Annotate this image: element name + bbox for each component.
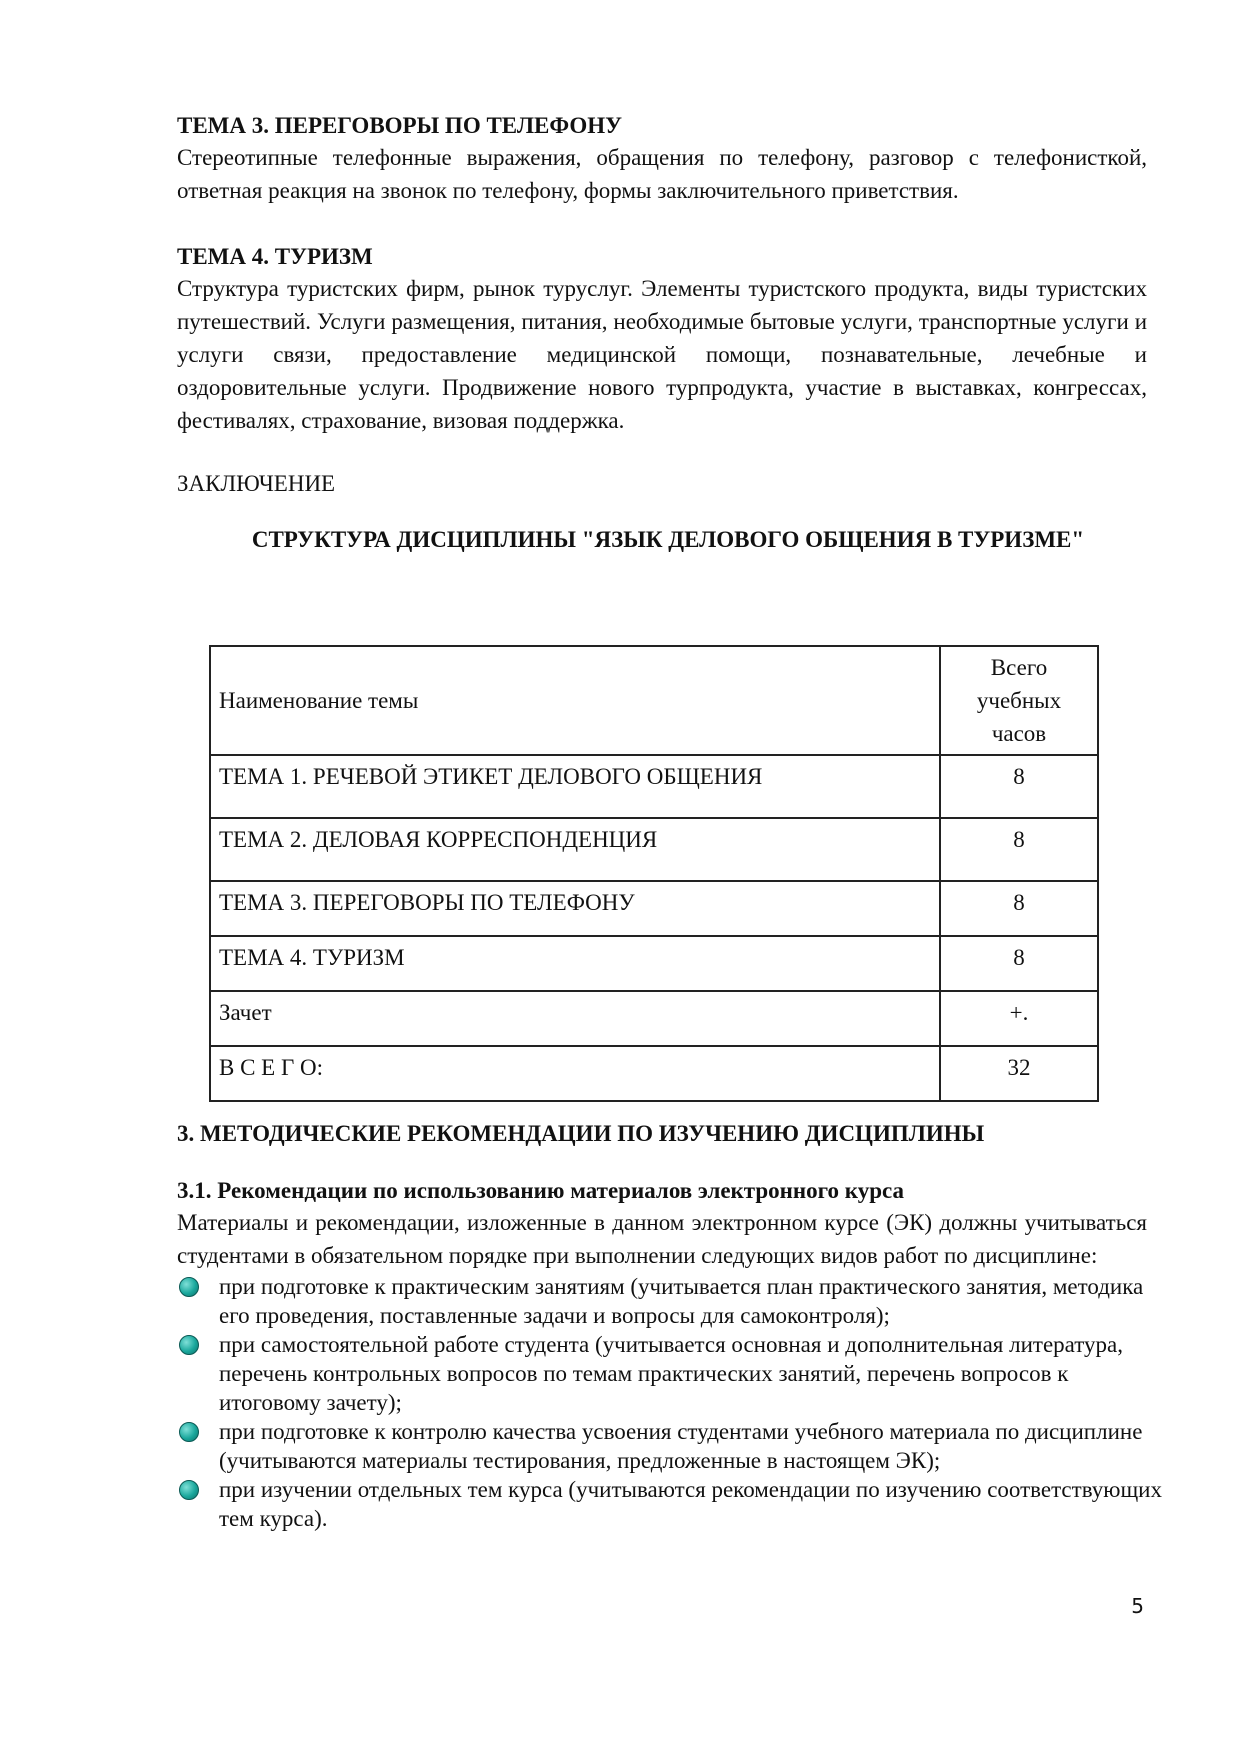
row-name: ТЕМА 2. ДЕЛОВАЯ КОРРЕСПОНДЕНЦИЯ	[210, 818, 940, 881]
table-row	[210, 936, 1098, 991]
header-hours-cell: Всего учебных часов	[940, 646, 1098, 755]
row-name: ТЕМА 4. ТУРИЗМ	[210, 936, 940, 991]
structure-title: СТРУКТУРА ДИСЦИПЛИНЫ "ЯЗЫК ДЕЛОВОГО ОБЩЕНИЯ В ТУРИЗМЕ"	[251, 527, 1085, 552]
bullet-icon	[179, 1422, 199, 1442]
section3-title: 3. МЕТОДИЧЕСКИЕ РЕКОМЕНДАЦИИ ПО ИЗУЧЕНИЮ ДИСЦИПЛИНЫ	[177, 1121, 985, 1146]
row-name: В С Е Г О:	[210, 1046, 940, 1101]
list-item: при изучении отдельных тем курса (учитываются рекомендации по изучению соответствующих тем курса).	[177, 1475, 1167, 1533]
section3-subtitle: 3.1. Рекомендации по использованию материалов электронного курса	[177, 1178, 905, 1203]
document-body	[177, 110, 1147, 555]
list-item: при самостоятельной работе студента (учитывается основная и дополнительная литература, перечень контрольных вопросов по темам практических занятий, перечень вопросов к итоговому зачету);	[177, 1330, 1167, 1417]
topic3-text: Стереотипные телефонные выражения, обращения по телефону, разговор с телефонисткой, ответная реакция на звонок по телефону, формы заключительного приветствия.	[177, 145, 1147, 203]
conclusion-heading: ЗАКЛЮЧЕНИЕ	[177, 471, 336, 496]
table-row	[210, 1046, 1098, 1101]
table-header-row	[210, 646, 1098, 755]
row-hours: 8	[940, 881, 1098, 936]
table-row	[210, 755, 1098, 818]
structure-table	[209, 645, 1099, 1102]
bullet-icon	[179, 1480, 199, 1500]
section3-intro: Материалы и рекомендации, изложенные в данном электронном курсе (ЭК) должны учитываться студентами в обязательном порядке при выполнении следующих видов работ по дисциплине:	[177, 1210, 1147, 1268]
table-row	[210, 881, 1098, 936]
bullet-icon	[179, 1335, 199, 1355]
topic4-title: ТЕМА 4. ТУРИЗМ	[177, 244, 373, 269]
row-name: Зачет	[210, 991, 940, 1046]
recommendation-list	[177, 1272, 1167, 1533]
page-number: 5	[1131, 1594, 1144, 1618]
topic3-title: ТЕМА 3. ПЕРЕГОВОРЫ ПО ТЕЛЕФОНУ	[177, 113, 623, 138]
row-hours: 32	[940, 1046, 1098, 1101]
bullet-icon	[179, 1277, 199, 1297]
topic4-text: Структура туристских фирм, рынок туруслуг. Элементы туристского продукта, виды туристских путешествий. Услуги размещения, питания, необходимые бытовые услуги, транспортные услуги и услуги связи, предоставление медицинской помощи, познавательные, лечебные и оздоровительные услуги. Продвижение нового турпродукта, участие в выставках, конгрессах, фестивалях, страхование, визовая поддержка.	[177, 276, 1147, 433]
header-name-cell: Наименование темы	[210, 646, 940, 755]
list-item: при подготовке к контролю качества усвоения студентами учебного материала по дисциплине (учитываются материалы тестирования, предложенные в настоящем ЭК);	[177, 1417, 1167, 1475]
row-hours: 8	[940, 818, 1098, 881]
row-name: ТЕМА 3. ПЕРЕГОВОРЫ ПО ТЕЛЕФОНУ	[210, 881, 940, 936]
row-hours: 8	[940, 755, 1098, 818]
table-row	[210, 818, 1098, 881]
table-row	[210, 991, 1098, 1046]
list-item: при подготовке к практическим занятиям (учитывается план практического занятия, методика его проведения, поставленные задачи и вопросы для самоконтроля);	[177, 1272, 1167, 1330]
section3	[177, 1118, 1162, 1533]
row-hours: 8	[940, 936, 1098, 991]
row-hours: +.	[940, 991, 1098, 1046]
row-name: ТЕМА 1. РЕЧЕВОЙ ЭТИКЕТ ДЕЛОВОГО ОБЩЕНИЯ	[210, 755, 940, 818]
